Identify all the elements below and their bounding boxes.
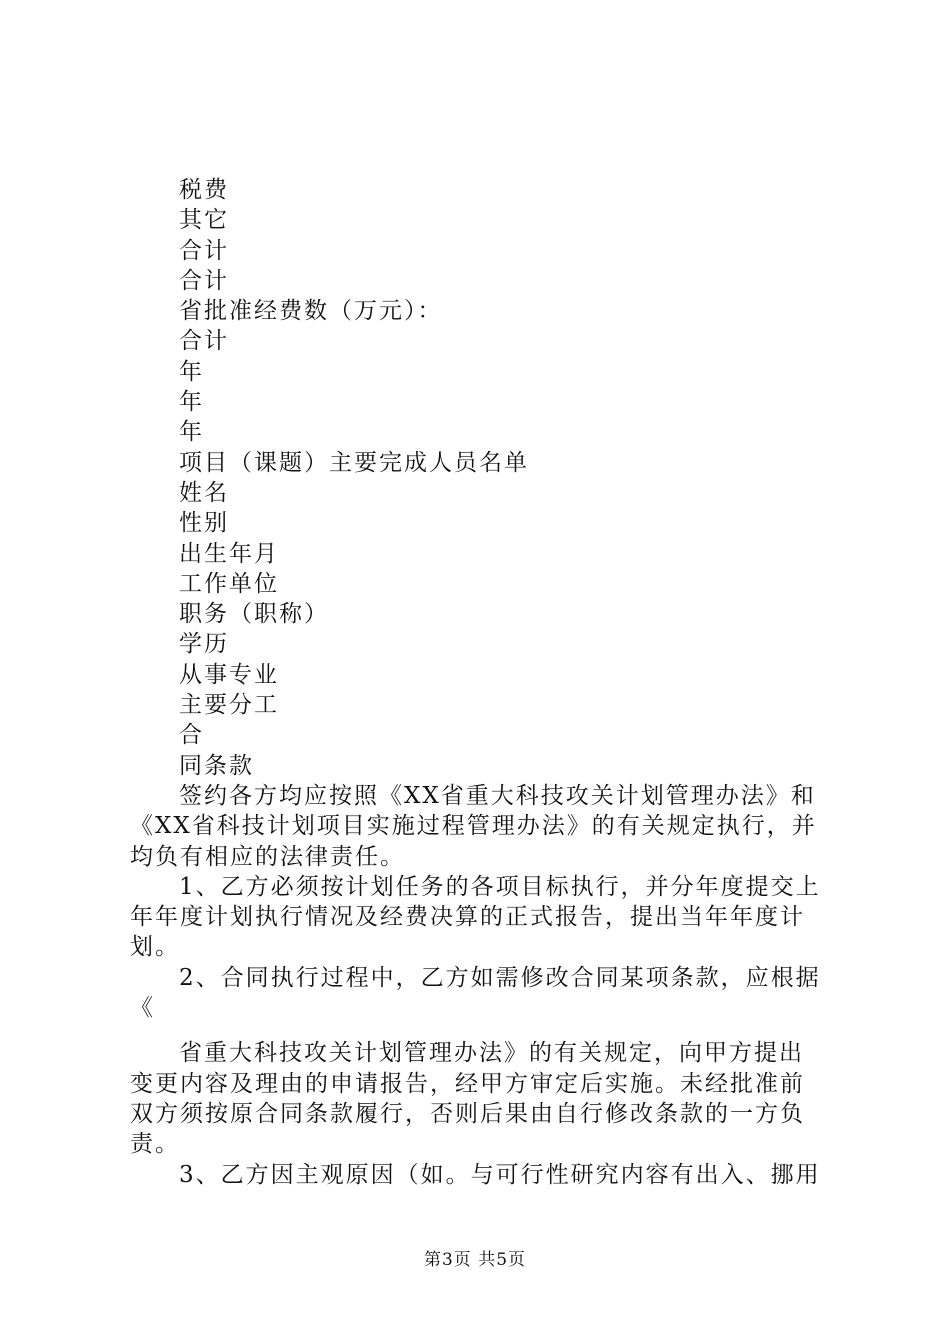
section-heading: 项目（课题）主要完成人员名单 [179,449,529,476]
paragraph-line: 签约各方均应按照《XX省重大科技攻关计划管理办法》和 [179,782,816,809]
paragraph-clause-3 [130,1160,830,1190]
list-item: 合计 [179,237,229,264]
list-item: 合计 [179,328,229,355]
list-item: 税费 [179,177,229,203]
paragraph-line: 责。 [130,1131,180,1158]
list-item: 主要分工 [179,692,279,719]
paragraph-line: 3、乙方因主观原因（如。与可行性研究内容有出入、挪用 [179,1161,821,1188]
page-footer: 第3页 共5页 [423,1250,527,1270]
list-item: 职务（职称） [179,601,329,628]
paragraph-line: 年年度计划执行情况及经费决算的正式报告，提出当年年度计 [130,904,805,931]
paragraph-line: 变更内容及理由的申请报告，经甲方审定后实施。未经批准前 [130,1070,805,1097]
paragraph-line: 省重大科技攻关计划管理办法》的有关规定，向甲方提出 [179,1040,804,1067]
document-body [130,175,830,1190]
list-item: 性别 [179,510,229,537]
spacer [130,1023,830,1038]
list-item: 年 [179,419,204,446]
paragraph-line: 《XX省科技计划项目实施过程管理办法》的有关规定执行，并 [130,813,817,840]
list-item: 从事专业 [179,661,279,688]
list-item: 出生年月 [179,540,279,567]
section-heading: 同条款 [179,752,254,779]
list-item: 省批准经费数（万元）： [179,298,443,325]
list-item: 其它 [179,207,229,234]
paragraph-clause-1 [130,872,830,963]
paragraph-clause-intro [130,781,830,872]
paragraph-clause-2-cont [130,1038,830,1159]
paragraph-line: 双方须按原合同条款履行，否则后果由自行修改条款的一方负 [130,1100,805,1127]
paragraph-line: 划。 [130,934,180,961]
paragraph-line: 《 [130,995,155,1022]
list-item: 工作单位 [179,570,279,597]
paragraph-line: 均负有相应的法律责任。 [130,843,405,870]
list-item: 姓名 [179,479,229,506]
list-item: 合 [179,722,204,749]
list-item: 年 [179,358,204,385]
list-item: 年 [179,389,204,416]
list-item: 学历 [179,631,229,658]
list-item: 合计 [179,267,229,294]
paragraph-line: 2、合同执行过程中，乙方如需修改合同某项条款，应根据 [179,964,821,991]
paragraph-line: 1、乙方必须按计划任务的各项目标执行，并分年度提交上 [179,873,821,900]
paragraph-clause-2 [130,963,830,1024]
